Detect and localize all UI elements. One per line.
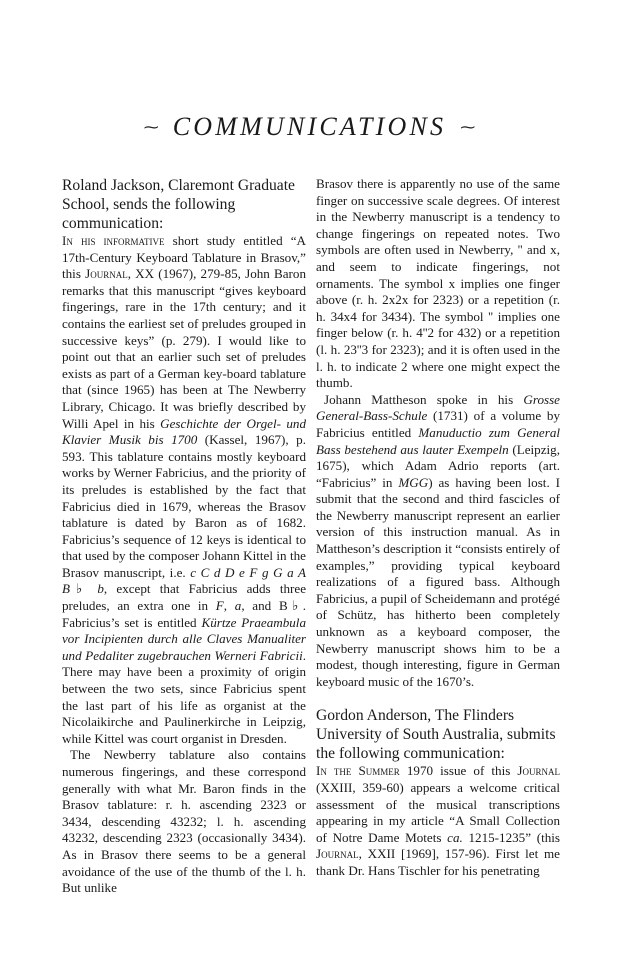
jackson-paragraph-3: Brasov there is apparently no use of the same finger on successive scale degrees. Of interest in the Newberry manuscript is a tendency to change fingerings on repeated notes. Two symbols are often used in Newberry, '' and x, and seem to indicate fingerings, not ornaments. The symbol x implies one finger above (r. h. 2x2x for 2323) or a repetition (r. h. 34x4 for 3434). The symbol '' implies one finger below (r. h. 4''2 for 432) or a repetition (l. h. 23''3 for 2323); and it is often used in the l. h. to indicate 2 where one might expect the thumb. xyxy=(316,176,560,391)
page-title: COMMUNICATIONS xyxy=(172,112,447,141)
key-name: B♭ xyxy=(278,598,303,614)
right-column xyxy=(316,176,560,880)
jackson-paragraph-1 xyxy=(62,233,306,747)
key-name: F xyxy=(215,598,224,614)
text-run: 1215-1235” (this xyxy=(462,829,560,845)
journal-name: Journal xyxy=(85,266,128,282)
text-run: , xyxy=(223,598,235,614)
encyclopedia-name: MGG xyxy=(398,474,429,490)
jackson-paragraph-4 xyxy=(316,392,560,691)
book-title: Grosse General-Bass-Schule xyxy=(316,391,560,424)
jackson-heading: Roland Jackson, Claremont Graduate School, sends the following communication: xyxy=(62,177,295,232)
page-header xyxy=(0,112,619,142)
text-run: (Kassel, 1967), p. 593. This tablature contains mostly keyboard works by Werner Fabricius, and the priority of its preludes is established by the fact that Fabricius died in 1679, whereas the Brasov tablature is dated by Baron as of 1682. Fabricius’s sequence of 12 keys is identical to that used by the composer Johann Kittel in the Brasov manuscript, i.e. xyxy=(62,432,306,580)
book-title: Manuductio zum General Bass bestehend aus lauter Exempeln xyxy=(316,424,560,457)
text-run: ) as having been lost. I submit that the second and third fascicles of the Newberry manuscript represent an earlier version of this instruction manual. As in Mattheson’s description it “consists entirely of examples,” providing typical keyboard realizations of a figured bass. Although Fabricius, a pupil of Scheidemann and protégé of Schütz, has hitherto been completely unknown as a keyboard composer, the Newberry manuscript shows him to be a modest, though interesting, figure in German keyboard music of the 1670’s. xyxy=(316,474,561,689)
set-title: Kürtze Praeambula vor Incipienten durch alle Claves Manualiter und Pedaliter zugebrauchen Werneri Fabricii xyxy=(62,614,306,663)
key-sequence: c C d D e F g G a A B♭ b xyxy=(62,564,306,597)
anderson-heading: Gordon Anderson, The Flinders University of South Australia, submits the following communication: xyxy=(316,707,556,763)
text-run: Johann Mattheson spoke in his xyxy=(324,391,524,407)
jackson-paragraph-2: The Newberry tablature also contains numerous fingerings, and these correspond generally with what Mr. Baron finds in the Brasov tablature: r. h. ascending 2323 or 3434, descending 43232; l. h. ascending 43232, descending 2323 (occasionally 3434). As in Brasov there seems to be a general avoidance of the use of the thumb of the l. h. But unlike xyxy=(62,747,306,896)
text-run: , and xyxy=(241,598,279,614)
text-run: . Fabricius’s set is entitled xyxy=(62,598,306,630)
book-title: Geschichte der Orgel- und Klavier Musik bis 1700 xyxy=(62,415,306,448)
text-run: (Leipzig, 1675), which Adam Adrio reports (art. “Fabricius” in xyxy=(316,441,560,490)
text-run: , except that Fabricius adds three preludes, an extra one in xyxy=(62,581,307,614)
text-run: , XXII [1969], 157-96). First let me thank Dr. Hans Tischler for his penetrating xyxy=(316,846,560,878)
text-run: (1731) of a volume by Fabricius entitled xyxy=(316,408,560,440)
lead-in: In the Summer xyxy=(316,763,400,779)
journal-name: Journal xyxy=(517,763,560,779)
text-run: short study entitled “A 17th-Century Keyboard Tablature in Brasov,” this xyxy=(62,233,306,282)
text-run: (XXIII, 359-60) appears a welcome critical assessment of the musical transcriptions appearing in my article “A Small Collection of Notre Dame Motets xyxy=(316,780,560,845)
anderson-paragraph-1 xyxy=(316,763,560,879)
text-run: , XX (1967), 279-85, John Baron remarks that this manuscript “gives keyboard fingerings, rare in the 17th century; and it contains the earliest set of preludes grouped in successive keys” (p. 279). I would like to point out that an earlier such set of preludes exists as part of a German key-board tablature that (since 1965) has been at The Newberry Library, Chicago. It was briefly described by Willi Apel in his xyxy=(62,266,306,431)
abbreviation: ca. xyxy=(447,829,463,845)
ornament-left-icon: ⁓ xyxy=(143,119,159,136)
ornament-right-icon: ⁓ xyxy=(460,119,476,136)
text-run: 1970 issue of this xyxy=(399,763,518,779)
lead-in: In his informative xyxy=(62,233,165,248)
key-name: a xyxy=(234,598,242,614)
text-run: . There may have been a proximity of origin between the two sets, since Fabricius spent the last part of his life as organist at the Nicolaikirche and Paulinerkirche in Leipzig, while Kittel was court organist in Dresden. xyxy=(62,647,306,746)
journal-name: Journal xyxy=(316,846,359,862)
left-column xyxy=(62,176,306,897)
